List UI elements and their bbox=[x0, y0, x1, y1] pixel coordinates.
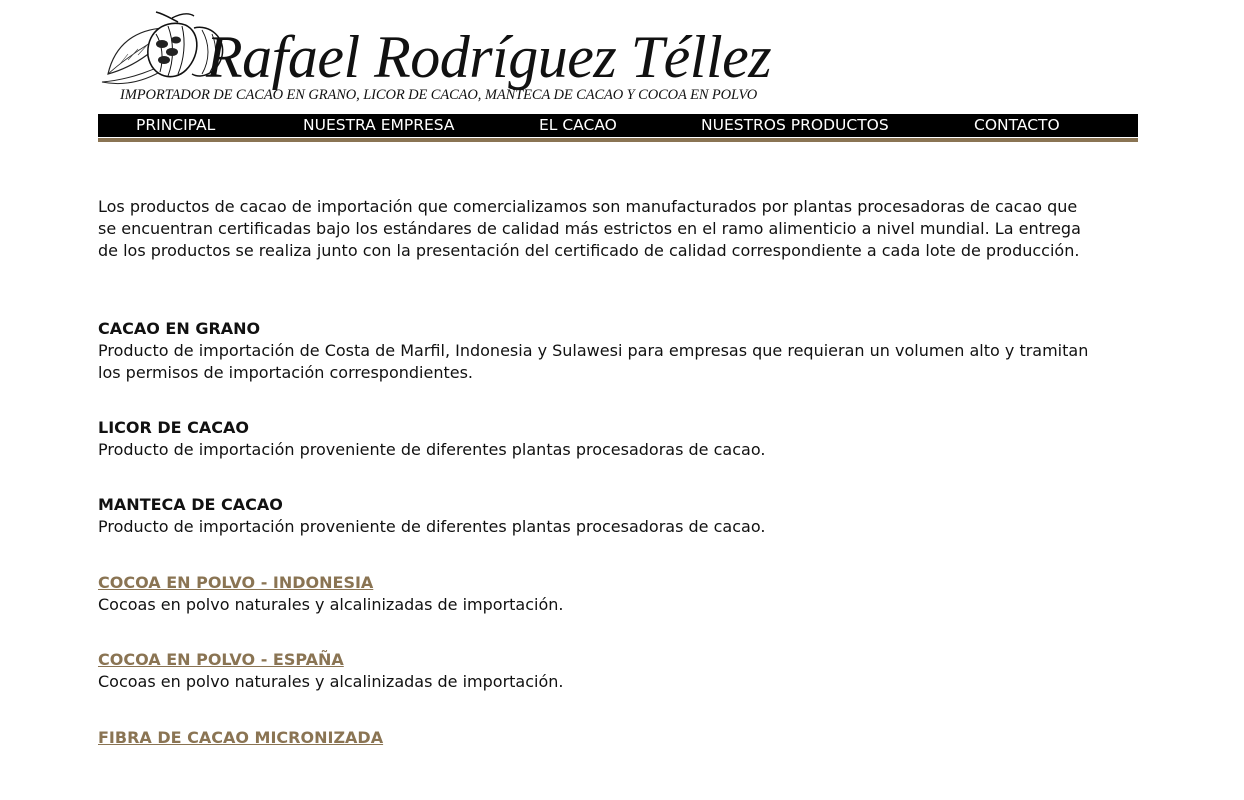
main-nav bbox=[98, 114, 1138, 137]
nav-item-nuestros-productos[interactable]: NUESTROS PRODUCTOS bbox=[701, 116, 889, 134]
nav-item-contacto[interactable]: CONTACTO bbox=[974, 116, 1060, 134]
site-title[interactable]: Rafael Rodríguez Téllez bbox=[206, 24, 772, 90]
nav-item-principal[interactable]: PRINCIPAL bbox=[136, 116, 216, 134]
nav-item-nuestra-empresa[interactable]: NUESTRA EMPRESA bbox=[303, 116, 455, 134]
nav-divider bbox=[98, 138, 1138, 142]
product-description: Producto de importación de Costa de Marfil, Indonesia y Sulawesi para empresas que requieran un volumen alto y tramitan los permisos de importación correspondientes. bbox=[98, 341, 1089, 382]
product-description: Producto de importación proveniente de diferentes plantas procesadoras de cacao. bbox=[98, 440, 766, 459]
product-title: CACAO EN GRANO bbox=[98, 319, 261, 338]
product-description: Cocoas en polvo naturales y alcalinizadas de importación. bbox=[98, 595, 564, 614]
site-subtitle: IMPORTADOR DE CACAO EN GRANO, LICOR DE CACAO, MANTECA DE CACAO Y COCOA EN POLVO bbox=[120, 87, 758, 103]
product-item bbox=[98, 417, 1098, 461]
product-description: Producto de importación proveniente de diferentes plantas procesadoras de cacao. bbox=[98, 517, 766, 536]
product-item bbox=[98, 318, 1098, 384]
product-link-fibra-cacao[interactable]: FIBRA DE CACAO MICRONIZADA bbox=[98, 728, 384, 747]
product-title: MANTECA DE CACAO bbox=[98, 495, 283, 514]
intro-paragraph: Los productos de cacao de importación que comercializamos son manufacturados por plantas procesadoras de cacao que se encuentran certificadas bajo los estándares de calidad más estrictos en el ramo alimenticio a nivel mundial. La entrega de los productos se realiza junto con la presentación del certificado de calidad correspondiente a cada lote de producción. bbox=[98, 197, 1081, 260]
product-item bbox=[98, 727, 1098, 749]
product-title: LICOR DE CACAO bbox=[98, 418, 250, 437]
product-item bbox=[98, 494, 1098, 538]
product-link-cocoa-indonesia[interactable]: COCOA EN POLVO - INDONESIA bbox=[98, 573, 374, 592]
product-description: Cocoas en polvo naturales y alcalinizadas de importación. bbox=[98, 672, 564, 691]
nav-item-el-cacao[interactable]: EL CACAO bbox=[539, 116, 617, 134]
product-item bbox=[98, 649, 1098, 693]
site-header bbox=[98, 4, 772, 108]
product-item bbox=[98, 572, 1098, 616]
product-link-cocoa-espana[interactable]: COCOA EN POLVO - ESPAÑA bbox=[98, 650, 344, 669]
